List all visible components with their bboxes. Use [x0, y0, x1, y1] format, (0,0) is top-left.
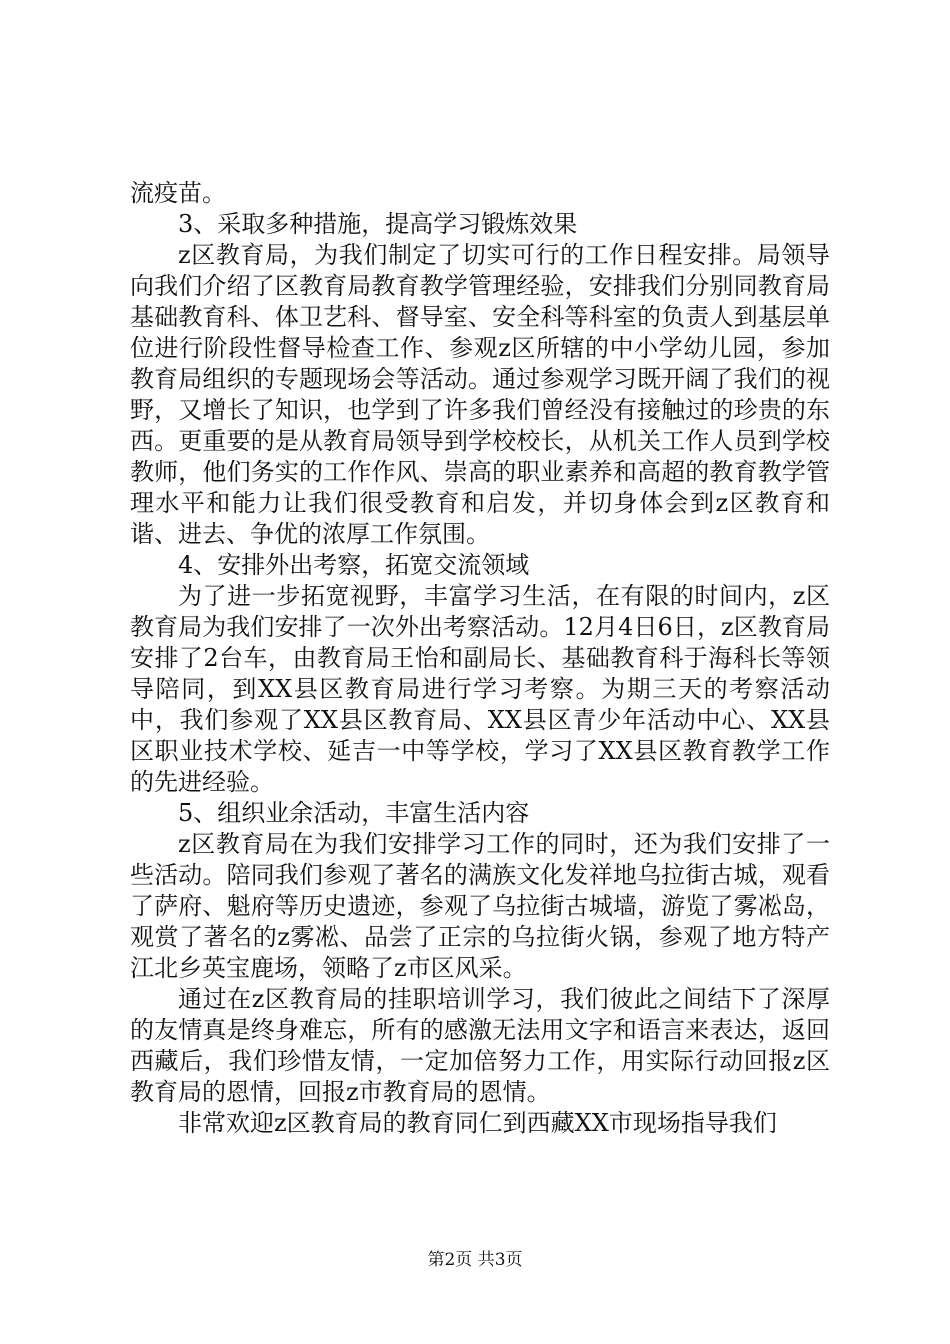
- section-heading-4: 4、安排外出考察，拓宽交流领域: [178, 551, 530, 579]
- paragraph-4: z区教育局在为我们安排学习工作的同时，还为我们安排了一些活动。陪同我们参观了著名的满族文化发祥地乌拉街古城，观看了萨府、魁府等历史遗迹，参观了乌拉街古城墙，游览了雾凇岛，观赏了著名的z雾凇、品尝了正宗的乌拉街火锅，参观了地方特产江北乡英宝鹿场，领略了z市区风采。: [130, 830, 830, 982]
- paragraph-2: z区教育局，为我们制定了切实可行的工作日程安排。局领导向我们介绍了区教育局教育教学管理经验，安排我们分别同教育局基础教育科、体卫艺科、督导室、安全科等科室的负责人到基层单位进行阶段性督导检查工作、参观z区所辖的中小学幼儿园，参加教育局组织的专题现场会等活动。通过参观学习既开阔了我们的视野，又增长了知识，也学到了许多我们曾经没有接触过的珍贵的东西。更重要的是从教育局领导到学校校长，从机关工作人员到学校教师，他们务实的工作作风、崇高的职业素养和高超的教育教学管理水平和能力让我们很受教育和启发，并切身体会到z区教育和谐、进去、争优的浓厚工作氛围。: [130, 241, 830, 548]
- paragraph-3: 为了进一步拓宽视野，丰富学习生活，在有限的时间内，z区教育局为我们安排了一次外出考察活动。12月4日6日，z区教育局安排了2台车，由教育局王怡和副局长、基础教育科于海科长等领导陪同，到XX县区教育局进行学习考察。为期三天的考察活动中，我们参观了XX县区教育局、XX县区青少年活动中心、XX县区职业技术学校、延吉一中等学校，学习了XX县区教育教学工作的先进经验。: [130, 582, 830, 796]
- paragraph-6: 非常欢迎z区教育局的教育同仁到西藏XX市现场指导我们: [178, 1109, 777, 1137]
- document-body: [130, 178, 830, 1139]
- paragraph-1: 流疫苗。: [130, 179, 226, 207]
- page-footer: 第2页 共3页: [427, 1250, 523, 1270]
- section-heading-5: 5、组织业余活动，丰富生活内容: [178, 799, 530, 827]
- section-heading-3: 3、采取多种措施，提高学习锻炼效果: [178, 210, 578, 238]
- paragraph-5: 通过在z区教育局的挂职培训学习，我们彼此之间结下了深厚的友情真是终身难忘，所有的感激无法用文字和语言来表达，返回西藏后，我们珍惜友情，一定加倍努力工作，用实际行动回报z区教育局的恩情，回报z市教育局的恩情。: [130, 985, 830, 1106]
